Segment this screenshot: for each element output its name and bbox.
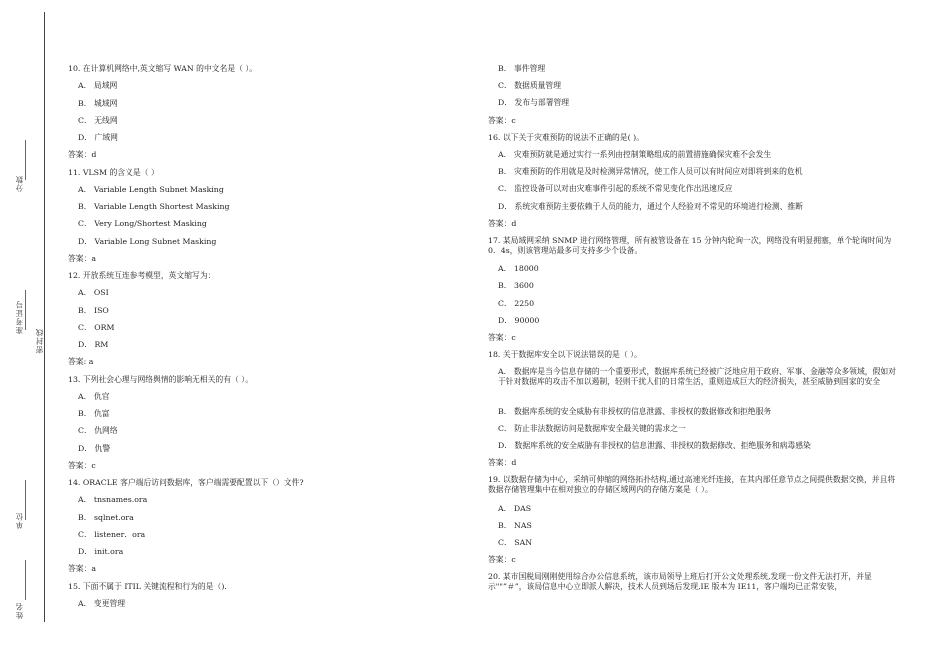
question-text: 14. ORACLE 客户端后访问数据库，客户端需要配置以下（）文件? [68, 478, 304, 487]
answer-line: 答案：d [488, 218, 517, 228]
option-line: A． 仇官 [78, 391, 110, 401]
question-text: 11. VLSM 的含义是（ ） [68, 167, 159, 177]
option-line: B． 仇富 [78, 409, 110, 418]
question-text: 18. 关于数据库安全以下说法错误的是（ ）。 [488, 350, 642, 360]
option-line: B． 3600 [498, 281, 534, 291]
option-line: C． SAN [498, 538, 533, 547]
question-text: 10. 在计算机网络中,英文缩写 WAN 的中文名是（ ）。 [68, 64, 258, 73]
option-line: C． 数据质量管理 [498, 81, 562, 91]
option-line: D． 系统灾难预防主要依赖于人员的能力，通过个人经验对不常见的环境进行检测、推断 [498, 201, 804, 211]
option-line: A． Variable Length Subnet Masking [78, 184, 224, 194]
option-line: B． 事件管理 [498, 64, 546, 73]
option-line: C． 监控设备可以对由灾难事件引起的系统不常见变化作出迅速反应 [498, 184, 733, 194]
option-line: D． 广域网 [78, 133, 118, 142]
answer-line: 答案：c [488, 555, 516, 565]
answer-line: 答案：a [68, 253, 97, 263]
option-line: D． init.ora [78, 547, 124, 556]
score-blank-line [25, 140, 26, 180]
option-line: A． DAS [498, 503, 532, 513]
option-line: B． Variable Length Shortest Masking [78, 202, 230, 211]
option-line: C． Very Long/Shortest Masking [78, 219, 207, 229]
option-line: D． RM [78, 340, 109, 349]
question-text: 19. 以数据存储为中心，采纳可伸缩的网络拓扑结构,通过高速光纤连接，在其内部任意节点之间提供数据交换，并且将数据存储管理集中在相对独立的存储区域网内的存储方案是（ ）。 [488, 475, 896, 495]
option-line: C． listener．ora [78, 529, 146, 539]
score-label: 分数 [15, 175, 24, 192]
option-line: A． tnsnames.ora [78, 495, 148, 505]
option-line: D． Variable Long Subnet Masking [78, 236, 217, 246]
answer-line: 答案: a [68, 357, 94, 367]
question-text: 12. 开放系统互连参考模型，英文缩写为： [68, 271, 216, 280]
option-line: B． NAS [498, 520, 532, 530]
option-line: C． 防止非法数据访问是数据库安全最关键的需求之一 [498, 423, 686, 433]
option-line: B． ISO [78, 305, 109, 315]
option-line: B． 数据库系统的安全威胁有非授权的信息泄露、非授权的数据修改和拒绝服务 [498, 406, 772, 416]
question-text: 15. 下面不属于 ITIL 关键流程和行为的是（). [68, 581, 227, 591]
option-line: A． 18000 [498, 264, 539, 274]
question-text: 13. 下列社会心理与网络舆情的影响无相关的有（ ）。 [68, 374, 253, 384]
option-line: D． 仇警 [78, 443, 111, 453]
exam-number-label: 准考证号 [15, 300, 24, 334]
option-line: C． 2250 [498, 298, 535, 308]
right-column [488, 0, 898, 672]
answer-line: 答案：c [68, 460, 96, 470]
question-text: 17. 某局域网采纳 SNMP 进行网络管理，所有被管设备在 15 分钟内轮询一次，网络没有明显拥塞，单个轮询时间为 0．4s，则该管理站最多可支持多少个设备。 [488, 236, 892, 255]
option-line: B． 灾难预防的作用就是及时检测异常情况，使工作人员可以有时间应对即将到来的危机 [498, 167, 803, 177]
exam-number-blank-line [25, 290, 26, 330]
option-line: A． 局域网 [78, 81, 118, 91]
answer-line: 答案：d [488, 458, 517, 468]
option-line: C． 仇网络 [78, 426, 118, 436]
answer-line: 答案：a [68, 564, 97, 574]
option-line: A． 灾难预防就是通过实行一系列由控制策略组成的前置措施确保灾难不会发生 [498, 150, 772, 159]
question-text: 16. 以下关于灾难预防的说法不正确的是( )。 [488, 132, 644, 142]
option-line: B． sqlnet.ora [78, 512, 134, 522]
name-blank-line [25, 560, 26, 600]
question-text: 20. 某市国税局刚刚使用综合办公信息系统，该市局领导上班后打开公文处理系统,发现一份文件无法打开，并显示""”＃”，该局信息中心立即派人解决，技术人员到场后发现,IE 版本为 IE11，客户端均已正常安装， [488, 572, 872, 592]
answer-line: 答案：d [68, 150, 97, 160]
answer-line: 答案：c [488, 115, 516, 125]
unit-blank-line [25, 480, 26, 520]
option-line: A． 数据库是当今信息存储的一个重要形式，数据库系统已经被广泛地应用于政府、军事、金融等众多领域，假如对于针对数据库的攻击不加以遏制，轻则干扰人们的日常生活，重则造成巨大的经济损失，甚至威胁到国家的安全 [498, 367, 896, 387]
unit-label: 单位 [15, 512, 24, 529]
option-line: D． 90000 [498, 315, 540, 325]
option-line: C． ORM [78, 322, 115, 332]
answer-line: 答案：c [488, 333, 516, 342]
option-line: B． 城域网 [78, 98, 118, 108]
name-label: 姓名 [15, 602, 24, 619]
option-line: A． 变更管理 [78, 598, 126, 608]
option-line: D． 发布与部署管理 [498, 98, 570, 108]
binding-margin [0, 0, 60, 672]
binding-line [44, 12, 45, 622]
left-column [68, 0, 460, 672]
seal-line-label: 密封线 [35, 328, 44, 354]
option-line: D． 数据库系统的安全威胁有非授权的信息泄露、非授权的数据修改、拒绝服务和病毒感染 [498, 441, 811, 450]
option-line: A． OSI [78, 288, 109, 298]
option-line: C． 无线网 [78, 115, 118, 125]
